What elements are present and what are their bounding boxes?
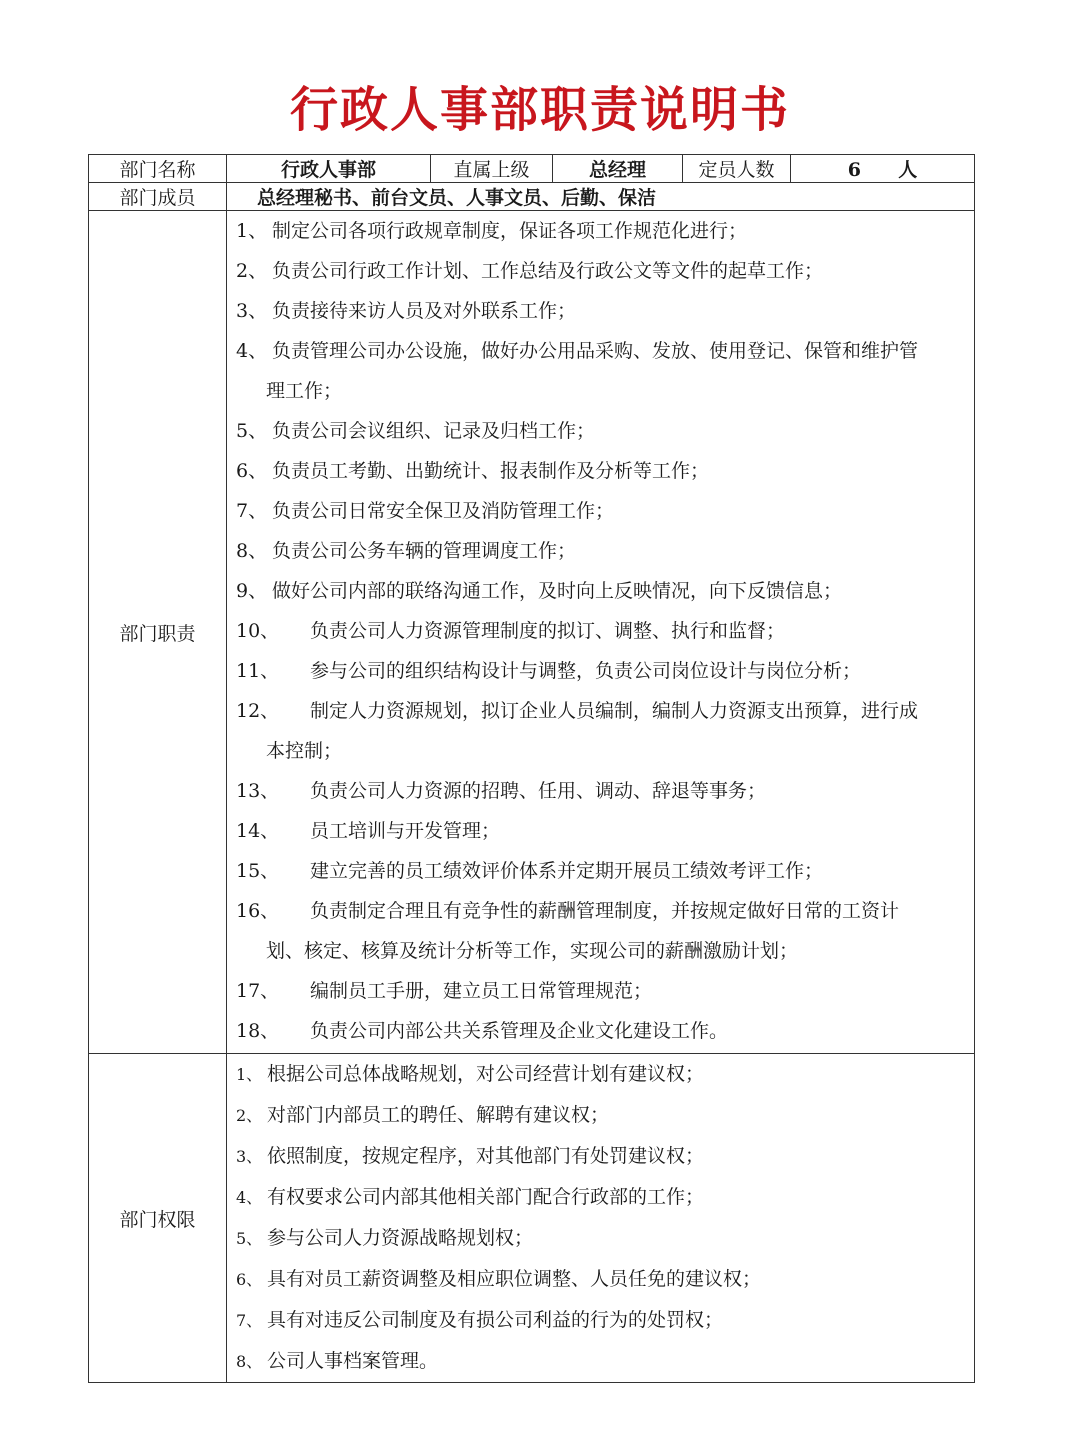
duties-list — [227, 211, 975, 1054]
duties-label: 部门职责 — [89, 211, 227, 1054]
list-item: 8、 公司人事档案管理。 — [236, 1350, 439, 1372]
list-item: 18、 负责公司内部公共关系管理及企业文化建设工作。 — [236, 1020, 729, 1042]
list-item: 6、 负责员工考勤、出勤统计、报表制作及分析等工作； — [236, 460, 710, 482]
list-item: 11、 参与公司的组织结构设计与调整，负责公司岗位设计与岗位分析； — [236, 660, 862, 682]
superior-value: 总经理 — [553, 155, 683, 183]
list-item: 9、 做好公司内部的联络沟通工作，及时向上反映情况，向下反馈信息； — [236, 580, 843, 602]
dept-name-value: 行政人事部 — [227, 155, 431, 183]
list-item: 12、 制定人力资源规划，拟订企业人员编制，编制人力资源支出预算，进行成 本控制； — [236, 700, 919, 762]
list-item: 4、 负责管理公司办公设施，做好办公用品采购、发放、使用登记、保管和维护管 理工作； — [236, 340, 919, 402]
duties-row — [89, 211, 975, 1054]
headcount-label: 定员人数 — [683, 155, 791, 183]
list-item: 4、 有权要求公司内部其他相关部门配合行政部的工作； — [236, 1186, 705, 1208]
responsibility-table — [88, 154, 975, 1383]
list-item: 10、 负责公司人力资源管理制度的拟订、调整、执行和监督； — [236, 620, 786, 642]
list-item: 1、 根据公司总体战略规划，对公司经营计划有建议权； — [236, 1063, 705, 1085]
header-row — [89, 155, 975, 183]
headcount-value: 6 — [847, 159, 861, 181]
members-label: 部门成员 — [89, 183, 227, 211]
list-item: 7、 具有对违反公司制度及有损公司利益的行为的处罚权； — [236, 1309, 724, 1331]
list-item: 17、 编制员工手册，建立员工日常管理规范； — [236, 980, 653, 1002]
list-item: 6、 具有对员工薪资调整及相应职位调整、人员任免的建议权； — [236, 1268, 762, 1290]
headcount-cell — [791, 155, 975, 183]
list-item: 8、 负责公司公务车辆的管理调度工作； — [236, 540, 577, 562]
powers-list — [227, 1054, 975, 1383]
list-item: 7、 负责公司日常安全保卫及消防管理工作； — [236, 500, 615, 522]
list-item: 15、 建立完善的员工绩效评价体系并定期开展员工绩效考评工作； — [236, 860, 824, 882]
headcount-unit: 人 — [898, 159, 918, 181]
list-item: 2、 负责公司行政工作计划、工作总结及行政公文等文件的起草工作； — [236, 260, 824, 282]
list-item: 14、 员工培训与开发管理； — [236, 820, 501, 842]
list-item: 13、 负责公司人力资源的招聘、任用、调动、辞退等事务； — [236, 780, 767, 802]
members-value: 总经理秘书、前台文员、人事文员、后勤、保洁 — [227, 183, 975, 211]
list-item: 2、 对部门内部员工的聘任、解聘有建议权； — [236, 1104, 610, 1126]
document-title: 行政人事部职责说明书 — [289, 82, 790, 138]
superior-label: 直属上级 — [431, 155, 553, 183]
powers-row — [89, 1054, 975, 1383]
list-item: 1、 制定公司各项行政规章制度，保证各项工作规范化进行； — [236, 220, 748, 242]
list-item: 3、 依照制度，按规定程序，对其他部门有处罚建议权； — [236, 1145, 705, 1167]
powers-label: 部门权限 — [89, 1054, 227, 1383]
members-row — [89, 183, 975, 211]
list-item: 16、 负责制定合理且有竞争性的薪酬管理制度，并按规定做好日常的工资计 划、核定、核算及统计分析等工作，实现公司的薪酬激励计划； — [236, 900, 900, 962]
list-item: 5、 负责公司会议组织、记录及归档工作； — [236, 420, 596, 442]
list-item: 5、 参与公司人力资源战略规划权； — [236, 1227, 534, 1249]
list-item: 3、 负责接待来访人员及对外联系工作； — [236, 300, 577, 322]
dept-name-label: 部门名称 — [89, 155, 227, 183]
